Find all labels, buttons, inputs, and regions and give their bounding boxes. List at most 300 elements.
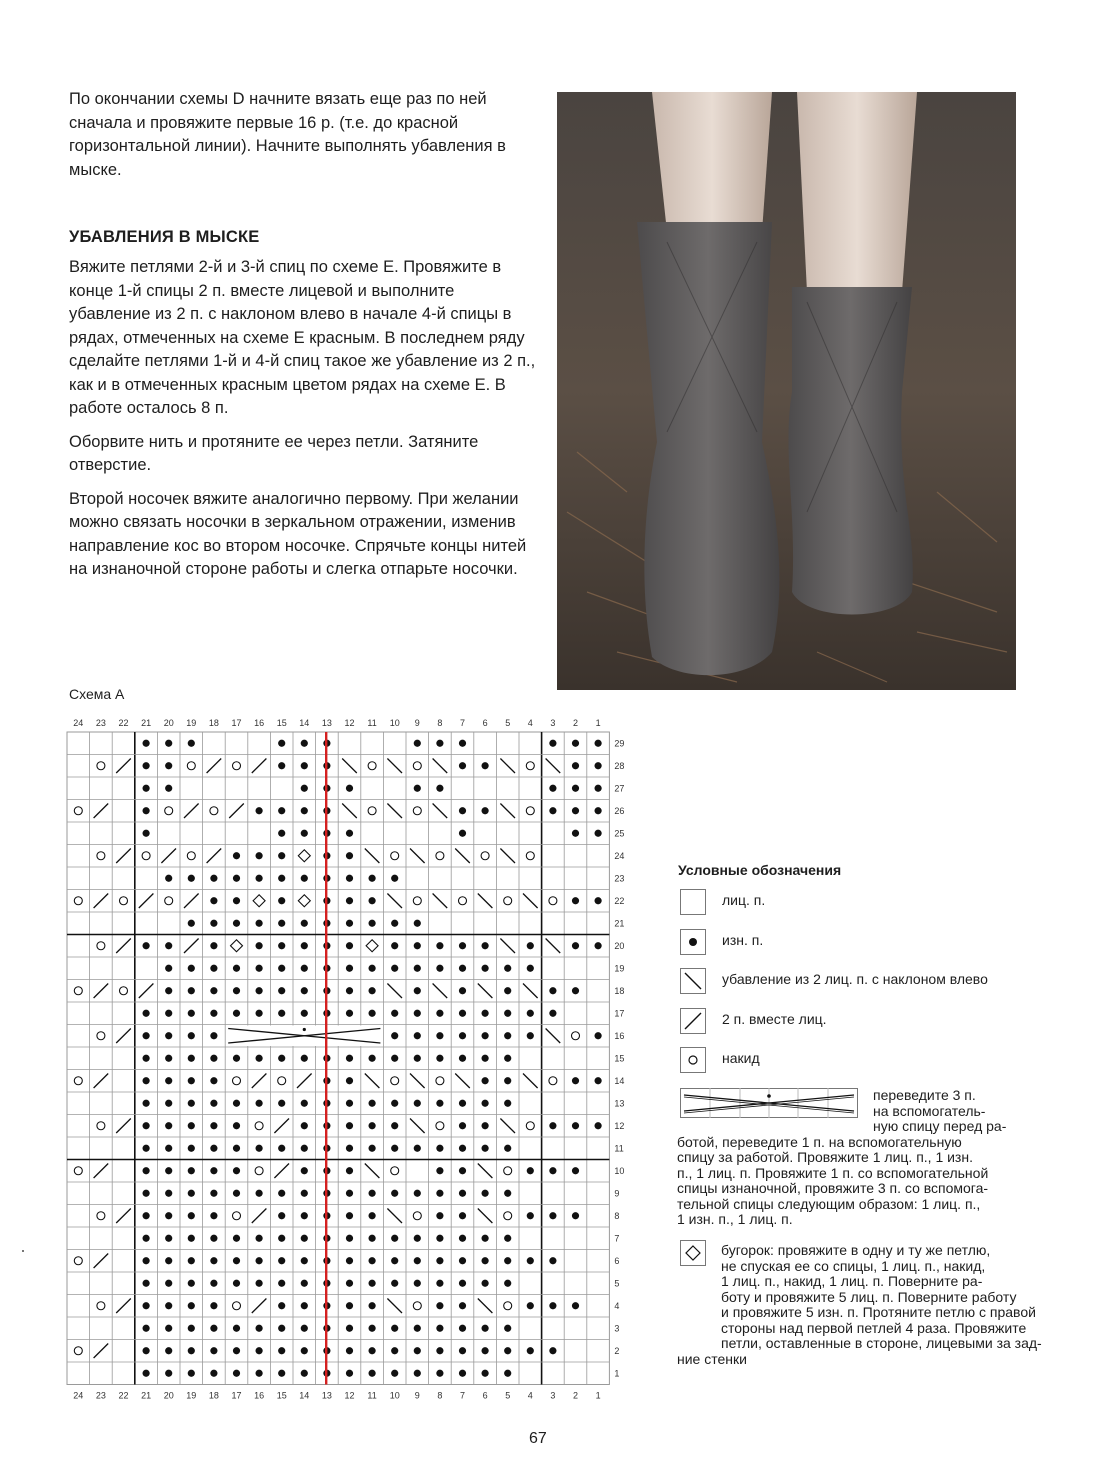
purl-dot [346,1325,353,1332]
purl-dot [436,1145,443,1152]
purl-dot [482,1100,489,1107]
purl-dot [233,1280,240,1287]
purl-dot [459,1257,466,1264]
purl-dot [210,1302,217,1309]
purl-dot [482,1347,489,1354]
purl-dot [278,920,285,927]
purl-dot [549,807,556,814]
purl-dot [369,1212,376,1219]
purl-dot [301,762,308,769]
purl-dot [143,942,150,949]
purl-dot [414,1100,421,1107]
purl-dot [369,1190,376,1197]
purl-dot [210,1212,217,1219]
purl-dot [369,1257,376,1264]
bobble-text-line-5: и провяжите 5 изн. п. Протяните петлю с правой [721,1304,1036,1320]
cable-text-line-2: на вспомогатель- [873,1102,986,1119]
purl-dot [459,1145,466,1152]
column-number-bottom: 10 [389,1390,400,1401]
purl-dot [278,1302,285,1309]
row-number: 21 [614,918,625,929]
purl-dot [301,1347,308,1354]
purl-dot [188,1302,195,1309]
purl-dot [143,1257,150,1264]
purl-dot [414,1190,421,1197]
column-number-bottom: 1 [595,1390,601,1401]
purl-dot [210,1100,217,1107]
purl-dot [233,965,240,972]
purl-dot [527,1212,534,1219]
purl-dot [256,965,263,972]
purl-dot [301,807,308,814]
column-number-bottom: 12 [344,1390,355,1401]
purl-dot [256,942,263,949]
column-number-top: 8 [437,718,443,728]
purl-dot [414,1032,421,1039]
purl-dot [143,1280,150,1287]
purl-dot [391,1280,398,1287]
purl-dot [482,1010,489,1017]
knit-symbol [680,889,706,915]
purl-dot [233,1055,240,1062]
purl-dot [549,1167,556,1174]
row-number: 2 [614,1345,620,1356]
purl-dot [210,1280,217,1287]
purl-dot [233,920,240,927]
purl-dot [482,1055,489,1062]
purl-dot [369,1010,376,1017]
purl-dot [572,740,579,747]
purl-dot [256,1145,263,1152]
purl-dot [256,1347,263,1354]
purl-dot [527,1257,534,1264]
purl-dot [165,1235,172,1242]
purl-dot [165,1212,172,1219]
purl-dot [210,1257,217,1264]
column-number-top: 18 [208,718,219,728]
purl-dot [459,1122,466,1129]
row-number: 23 [614,873,625,884]
column-number-bottom: 14 [299,1390,310,1401]
purl-dot [572,987,579,994]
purl-dot [572,830,579,837]
purl-dot [143,740,150,747]
purl-dot [459,1190,466,1197]
purl-dot [504,1257,511,1264]
column-number-top: 13 [321,718,332,728]
purl-dot [256,1100,263,1107]
purl-dot [504,1280,511,1287]
purl-dot [188,920,195,927]
purl-dot [301,1325,308,1332]
row-number: 11 [614,1143,624,1154]
purl-dot [301,1055,308,1062]
purl-dot [278,875,285,882]
cable-text-line-4: ботой, переведите 1 п. на вспомогательную [677,1133,962,1150]
purl-dot [369,1302,376,1309]
purl-dot [210,875,217,882]
row-number: 13 [614,1098,625,1109]
purl-dot [595,897,602,904]
purl-dot [527,1347,534,1354]
purl-dot [143,1235,150,1242]
row-number: 22 [614,895,625,906]
purl-dot [278,852,285,859]
purl-dot [482,1190,489,1197]
bobble-text-line-6: стороны над первой петлей 4 раза. Провяжите [721,1319,1027,1336]
column-number-top: 7 [459,718,466,728]
section-heading: УБАВЛЕНИЯ В МЫСКЕ [69,228,260,246]
purl-dot [165,1190,172,1197]
purl-dot [504,1032,511,1039]
purl-dot [301,1190,308,1197]
legend-label-purl: изн. п. [722,932,764,948]
purl-dot [210,1077,217,1084]
cable-text-line-3: ную спицу перед ра- [873,1118,1007,1134]
purl-dot [414,1257,421,1264]
column-number-bottom: 7 [459,1390,466,1401]
purl-dot [549,1010,556,1017]
purl-dot [188,1167,195,1174]
purl-dot [165,987,172,994]
purl-dot [572,762,579,769]
purl-dot [436,1302,443,1309]
purl-dot [391,1055,398,1062]
row-number: 10 [614,1165,625,1176]
purl-dot [188,965,195,972]
purl-dot [165,1302,172,1309]
purl-dot [143,1077,150,1084]
purl-dot [482,1077,489,1084]
purl-dot [482,807,489,814]
purl-dot [301,1212,308,1219]
purl-dot [301,740,308,747]
purl-dot [278,1235,285,1242]
purl-dot [143,1302,150,1309]
purl-dot [346,1145,353,1152]
column-number-bottom: 13 [321,1390,332,1401]
purl-dot [143,1190,150,1197]
purl-dot [301,785,308,792]
purl-dot [278,1325,285,1332]
purl-dot [436,1100,443,1107]
purl-dot [414,1235,421,1242]
column-number-bottom: 23 [95,1390,106,1401]
purl-dot [572,1212,579,1219]
purl-dot [346,987,353,994]
column-number-bottom: 8 [437,1390,443,1401]
purl-dot [210,1325,217,1332]
purl-dot [188,1122,195,1129]
purl-dot [482,1145,489,1152]
purl-dot [301,875,308,882]
purl-dot [233,1100,240,1107]
purl-dot [346,1010,353,1017]
purl-dot [572,942,579,949]
purl-dot [436,1235,443,1242]
purl-dot [346,965,353,972]
page-number: 67 [529,1430,547,1447]
purl-dot [165,1280,172,1287]
purl-dot [301,1122,308,1129]
purl-dot [369,1347,376,1354]
legend-label-k2tog: 2 п. вместе лиц. [722,1011,827,1027]
row-number: 3 [614,1323,620,1334]
purl-dot [527,1302,534,1309]
purl-dot [143,762,150,769]
purl-dot [414,1010,421,1017]
purl-dot [165,1055,172,1062]
purl-dot [391,1100,398,1107]
purl-dot [278,740,285,747]
column-number-bottom: 9 [414,1390,420,1401]
purl-dot [391,1347,398,1354]
purl-dot [233,1190,240,1197]
purl-dot [210,1167,217,1174]
column-number-bottom: 5 [505,1390,511,1401]
purl-dot [143,1122,150,1129]
row-number: 28 [614,760,625,771]
purl-dot [165,1167,172,1174]
purl-dot [188,987,195,994]
column-number-bottom: 22 [118,1390,129,1401]
purl-dot [346,1212,353,1219]
row-number: 24 [614,850,625,861]
purl-dot [165,875,172,882]
purl-dot [595,1122,602,1129]
purl-dot [301,1167,308,1174]
purl-dot [346,942,353,949]
k2tog-symbol [680,1008,706,1034]
row-number: 14 [614,1075,625,1086]
purl-dot [210,1032,217,1039]
purl-dot [436,1325,443,1332]
purl-dot [346,1370,353,1377]
purl-dot [414,785,421,792]
purl-dot [165,1145,172,1152]
purl-dot [301,1257,308,1264]
purl-dot [346,1235,353,1242]
purl-dot [459,1280,466,1287]
column-number-top: 6 [482,718,488,728]
purl-dot [165,1077,172,1084]
column-number-top: 9 [414,718,420,728]
column-number-bottom: 6 [482,1390,488,1401]
purl-dot [143,1347,150,1354]
purl-dot [459,830,466,837]
purl-dot [414,965,421,972]
row-number: 6 [614,1255,620,1266]
purl-dot [504,1077,511,1084]
column-number-bottom: 20 [163,1390,174,1401]
row-number: 1 [614,1368,620,1379]
purl-dot [436,1257,443,1264]
column-number-top: 19 [186,718,197,728]
purl-dot [436,1167,443,1174]
column-number-top: 23 [95,718,106,728]
purl-dot [436,1370,443,1377]
column-number-top: 12 [344,718,355,728]
purl-dot [188,1257,195,1264]
column-number-top: 11 [367,718,377,728]
purl-dot [256,852,263,859]
purl-dot [369,920,376,927]
column-number-top: 21 [141,718,152,728]
purl-dot [256,987,263,994]
row-number: 12 [614,1120,625,1131]
scan-speck [22,1250,24,1252]
section-paragraph-2: Оборвите нить и протяните ее через петли. Затяните отверстие. [69,432,479,474]
purl-dot [414,740,421,747]
cable-text-line-8: тельной спицы следующим образом: 1 лиц. п., [677,1195,981,1212]
purl-dot [504,1370,511,1377]
row-number: 4 [614,1300,620,1311]
column-number-top: 24 [73,718,84,728]
cable-symbol-icon [680,1088,858,1118]
purl-dot [143,785,150,792]
purl-dot [346,852,353,859]
purl-dot [210,1235,217,1242]
purl-dot [346,785,353,792]
purl-dot [346,1190,353,1197]
purl-dot [504,1145,511,1152]
column-number-top: 20 [163,718,174,728]
purl-dot [414,1055,421,1062]
purl-dot [278,807,285,814]
purl-dot [459,762,466,769]
purl-dot [165,965,172,972]
purl-dot [391,920,398,927]
purl-dot [459,1055,466,1062]
purl-dot [165,740,172,747]
purl-dot [301,1010,308,1017]
purl-dot [278,1212,285,1219]
purl-dot [188,875,195,882]
purl-dot [549,1347,556,1354]
purl-dot [165,1010,172,1017]
purl-dot [256,1190,263,1197]
purl-dot [188,1190,195,1197]
purl-dot [414,1280,421,1287]
purl-dot [391,1257,398,1264]
purl-dot [210,942,217,949]
purl-dot [482,965,489,972]
purl-dot [436,785,443,792]
column-number-top: 5 [505,718,511,728]
column-number-bottom: 21 [141,1390,152,1401]
purl-dot [278,1257,285,1264]
purl-dot [436,942,443,949]
purl-dot [504,965,511,972]
legend-label-ssk: убавление из 2 лиц. п. с наклоном влево [722,971,988,987]
purl-dot [301,1100,308,1107]
purl-dot [459,1302,466,1309]
purl-dot [369,987,376,994]
purl-dot [391,1145,398,1152]
purl-dot [188,1280,195,1287]
column-number-bottom: 17 [231,1390,242,1401]
purl-dot [233,875,240,882]
purl-dot [233,1325,240,1332]
purl-dot [391,1032,398,1039]
purl-dot [459,1235,466,1242]
purl-dot [210,1370,217,1377]
purl-dot [459,740,466,747]
purl-dot [188,1370,195,1377]
purl-dot [459,1010,466,1017]
purl-dot [459,1347,466,1354]
purl-dot [527,1032,534,1039]
purl-dot [233,1167,240,1174]
cable-text-line-7: спицы изнаночной, провяжите 3 п. со вспомога- [677,1180,989,1196]
purl-dot [459,1167,466,1174]
purl-dot [188,1235,195,1242]
purl-dot [165,942,172,949]
purl-dot [527,965,534,972]
purl-dot [143,1370,150,1377]
legend-title: Условные обозначения [678,862,842,878]
column-number-bottom: 3 [550,1390,556,1401]
purl-dot [459,1032,466,1039]
purl-dot [143,1145,150,1152]
purl-dot [391,1325,398,1332]
purl-dot [165,1347,172,1354]
purl-dot [210,920,217,927]
row-number: 9 [614,1188,620,1199]
purl-dot [436,1032,443,1039]
row-number: 26 [614,805,625,816]
purl-dot [143,807,150,814]
purl-dot [188,740,195,747]
purl-dot [572,1167,579,1174]
bobble-text-line-1: бугорок: провяжите в одну и ту же петлю, [721,1242,991,1258]
purl-dot [369,1100,376,1107]
purl-dot-icon [681,930,705,954]
purl-dot [278,1280,285,1287]
purl-dot [165,1100,172,1107]
purl-dot [346,920,353,927]
purl-dot [414,942,421,949]
purl-dot [369,1055,376,1062]
purl-dot [346,1347,353,1354]
column-number-bottom: 16 [254,1390,265,1401]
purl-dot [504,1010,511,1017]
purl-dot [369,1145,376,1152]
purl-dot [165,1370,172,1377]
purl-dot [143,1010,150,1017]
purl-dot [391,1370,398,1377]
purl-dot [504,1190,511,1197]
row-number: 29 [614,738,625,749]
purl-dot [346,1257,353,1264]
purl-dot [459,1325,466,1332]
ssk-symbol [680,968,706,994]
purl-dot [278,1100,285,1107]
purl-dot [210,965,217,972]
purl-dot [482,1257,489,1264]
purl-dot [256,1325,263,1332]
purl-dot [391,1010,398,1017]
column-number-top: 15 [276,718,287,728]
purl-dot [165,1032,172,1039]
row-number: 20 [614,940,625,951]
yo-symbol [680,1047,706,1073]
purl-dot [233,1122,240,1129]
purl-dot [346,1280,353,1287]
purl-dot [504,1347,511,1354]
purl-dot [165,1122,172,1129]
cable-text-line-1: переведите 3 п. [873,1087,976,1103]
